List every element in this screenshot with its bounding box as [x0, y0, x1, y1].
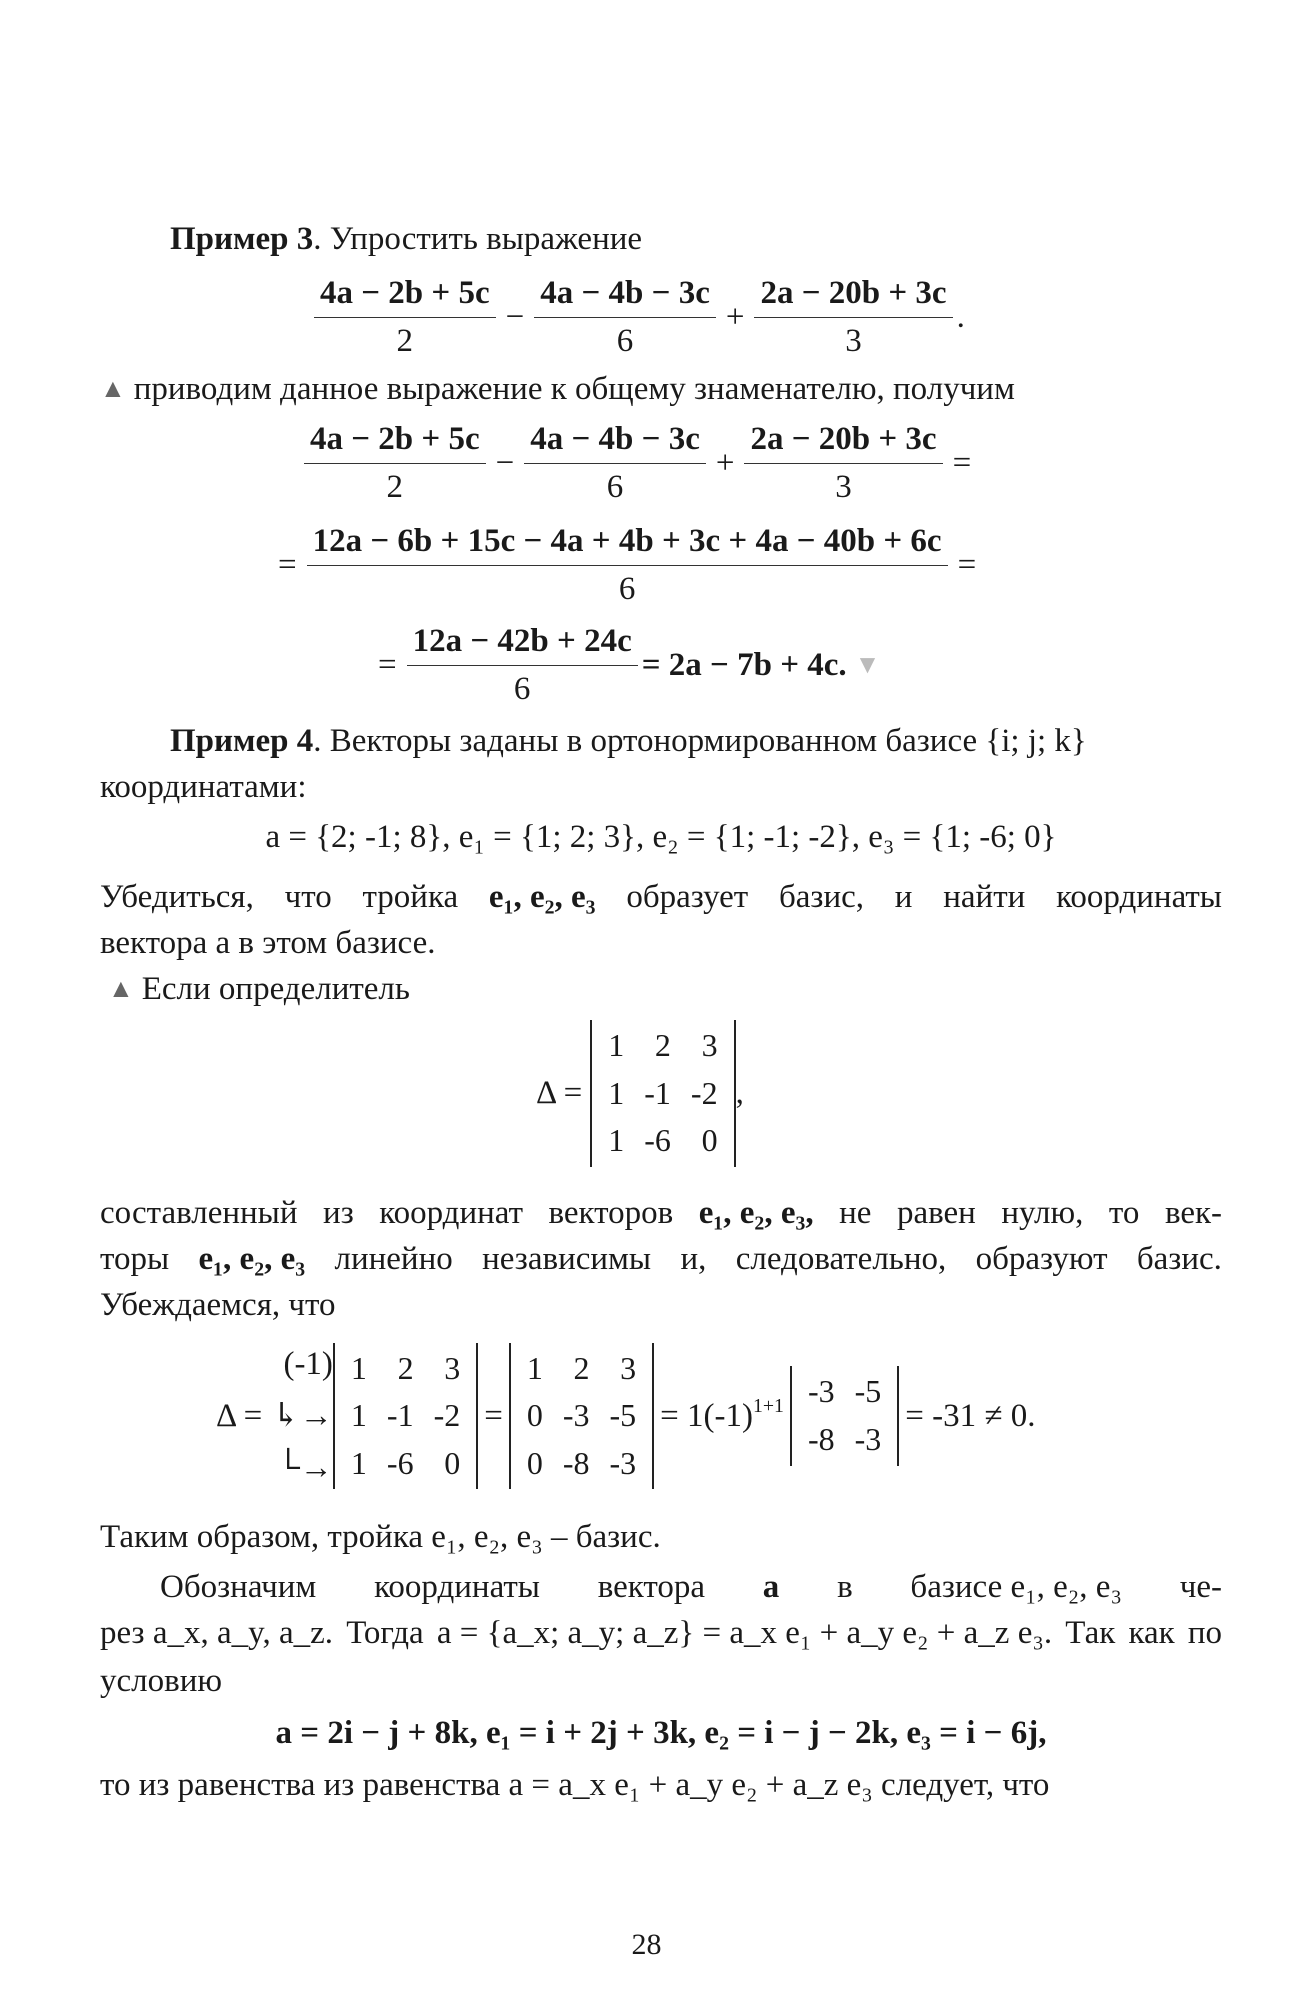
conclusion: Таким образом, тройка e₁, e₂, e₃ – базис.	[100, 1519, 661, 1555]
step3-num: 12a − 42b + 24c	[407, 620, 638, 666]
example3-expression: $\frac{4a - 2b + 5c}{2}$ − $\frac{4a - 4b - 3c}{6}$ + $\frac{2a - 20b + 3c}{3}$ .	[310, 272, 965, 363]
para1-line-1: составленный из координат векторов e₁, e₂, e₃, не равен нулю, то век-	[100, 1195, 1222, 1231]
solution-start-icon-2: ▲	[108, 974, 134, 1003]
frac3-den: 3	[845, 322, 862, 359]
task-line-2: вектора a в этом базисе.	[100, 925, 436, 961]
task-line-1: Убедиться, что тройка e₁, e₂, e₃ образует базис, и найти координаты	[100, 879, 1222, 915]
example3-title	[170, 218, 1292, 261]
det-result: = -31 ≠ 0.	[905, 1397, 1036, 1434]
arrow-icon: └→	[276, 1450, 333, 1486]
example4-given: a = {2; -1; 8}, e₁ = {1; 2; 3}, e₂ = {1; -1; -2}, e₃ = {1; -6; 0}	[265, 819, 1057, 855]
det-matrix-2a: 1 2 3 1 -1 -2 1 -6 0	[333, 1343, 478, 1490]
solution-end-icon: ▼	[854, 650, 881, 680]
para1-line-2: торы e₁, e₂, e₃ линейно независимы и, следовательно, образуют базис.	[100, 1241, 1222, 1277]
step2-num: 12a − 6b + 15c − 4a + 4b + 3c + 4a − 40b + 6c	[307, 520, 948, 566]
step2-den: 6	[618, 570, 636, 607]
det-matrix-2c: -3 -5 -8 -3	[790, 1366, 899, 1465]
para2-line-3: условию	[100, 1663, 223, 1699]
frac2-den: 6	[616, 322, 634, 359]
determinant-2: Δ = (-1) ↳→ └→ 1 2 3 1 -1 -2 1 -6 0 = 1 2 3 0 -3 -5 0 -8 -3 = $1(-1)^{1+1}$ -3 -5 -8 -3 = -31 ≠ 0.	[216, 1338, 1041, 1494]
frac1-num: 4a − 2b + 5c	[314, 272, 496, 318]
example4-title: Пример 4. Векторы заданы в ортонормированном базисе {i; j; k}	[170, 723, 1087, 759]
solution-start-icon: ▲	[100, 374, 126, 403]
example3-step2: = $\frac{12a - 6b + 15c - 4a + 4b + 3c + 4a - 40b + 6c}{6}$ =	[272, 520, 982, 611]
step3-den: 6	[513, 670, 531, 707]
frac1-den: 2	[396, 322, 414, 359]
last-line: то из равенства из равенства a = a_x e₁ + a_y e₂ + a_z e₃ следует, что	[100, 1767, 1050, 1803]
example3-step1: $\frac{4a - 2b + 5c}{2}$ − $\frac{4a - 4b - 3c}{6}$ + $\frac{2a - 20b + 3c}{3}$ =	[300, 418, 977, 509]
row-operation-arrows: (-1) ↳→ └→	[272, 1338, 333, 1494]
condition: a = 2i − j + 8k, e₁ = i + 2j + 3k, e₂ = i − j − 2k, e₃ = i − 6j,	[275, 1715, 1047, 1751]
example4-heading: Пример 4	[170, 723, 314, 759]
example3-heading: Пример 3	[170, 221, 314, 257]
para2-line-2: рез a_x, a_y, a_z. Тогда a = {a_x; a_y; a_z} = a_x e₁ + a_y e₂ + a_z e₃. Так как по	[100, 1615, 1222, 1651]
para1-line-3: Убеждаемся, что	[100, 1287, 336, 1323]
example3-step3: = $\frac{12a - 42b + 24c}{6}$ = 2a − 7b + 4c. ▼	[372, 620, 880, 711]
det-matrix-2b: 1 2 3 0 -3 -5 0 -8 -3	[509, 1343, 654, 1490]
determinant-1: Δ = 1 2 3 1 -1 -2 1 -6 0 ,	[536, 1020, 744, 1167]
if-determinant: ▲ Если определитель	[108, 971, 410, 1007]
example3-solution-intro: ▲ приводим данное выражение к общему знаменателю, получим	[100, 371, 1015, 407]
step3-result: = 2a − 7b + 4c.	[641, 646, 847, 683]
det-matrix-1: 1 2 3 1 -1 -2 1 -6 0	[590, 1020, 735, 1167]
frac2-num: 4a − 4b − 3c	[534, 272, 716, 318]
arrow-icon: ↳→	[272, 1398, 333, 1434]
example4-text-2: координатами:	[100, 769, 307, 805]
page-number: 28	[631, 1928, 662, 1961]
para2-line-1: Обозначим координаты вектора a в базисе e₁, e₂, e₃ че-	[160, 1569, 1222, 1605]
frac3-num: 2a − 20b + 3c	[754, 272, 952, 318]
example3-text: . Упростить выражение	[313, 221, 643, 257]
